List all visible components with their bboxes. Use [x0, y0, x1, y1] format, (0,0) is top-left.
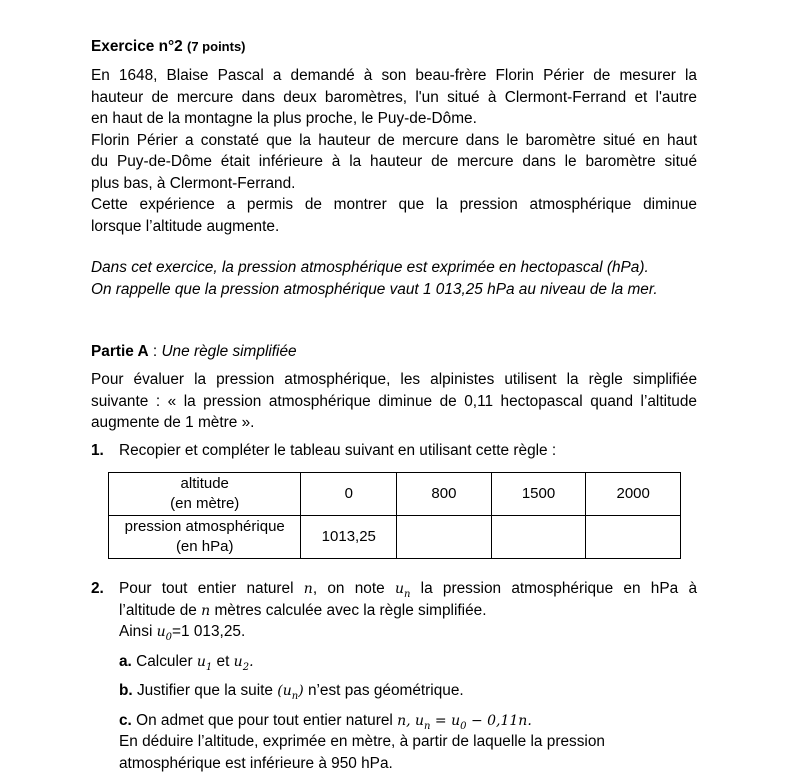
question-1-number: 1.	[91, 442, 104, 459]
math-un: $u_n$	[394, 581, 411, 600]
intro-line: Florin Périer a constaté que la hauteur de mercure dans le baromètre situé en haut	[91, 131, 697, 149]
text: Calculer	[131, 652, 197, 670]
exercise-title-text: Exercice n°2	[91, 38, 183, 55]
text: l’altitude de	[119, 601, 202, 619]
math-u0: $u_0$	[156, 624, 173, 643]
part-a-separator: :	[148, 343, 162, 360]
note-line: Dans cet exercice, la pression atmosphérique est exprimée en hectopascal (hPa).	[91, 259, 649, 276]
question-2c	[119, 710, 697, 732]
question-2c-line: En déduire l’altitude, exprimée en mètre, à partir de laquelle la pression	[119, 733, 605, 750]
intro-line: du Puy-de-Dôme était inférieure à la hauteur de mercure dans le baromètre situé	[91, 153, 697, 170]
part-a-line: augmente de 1 mètre ».	[91, 414, 255, 431]
question-1-text: Recopier et compléter le tableau suivant en utilisant cette règle :	[119, 442, 557, 459]
text: On admet que pour tout entier naturel	[131, 711, 398, 729]
table-header-pressure	[109, 516, 301, 559]
exercise-points: (7 points)	[187, 39, 246, 54]
table-row	[109, 473, 681, 516]
math-sequence: $(u_n)$	[277, 683, 304, 702]
part-a-line: suivante : « la pression atmosphérique diminue de 0,11 hectopascal quand l’altitude	[91, 392, 697, 410]
table-cell	[397, 516, 492, 559]
question-2c-line: atmosphérique est inférieure à 950 hPa.	[119, 754, 393, 772]
intro-line: En 1648, Blaise Pascal a demandé à son beau-frère Florin Périer de mesurer la	[91, 67, 697, 84]
part-a-subtitle: Une règle simplifiée	[161, 343, 297, 360]
question-2a	[119, 651, 697, 673]
altitude-pressure-table	[108, 472, 681, 559]
question-2-body	[119, 578, 697, 774]
header-text: (en mètre)	[170, 495, 240, 512]
question-2-line	[119, 600, 697, 622]
text: la pression atmosphérique en hPa à	[410, 580, 697, 597]
part-a-line: Pour évaluer la pression atmosphérique, les alpinistes utilisent la règle simplifiée	[91, 371, 697, 388]
math-u2: $u_2$.	[233, 653, 254, 673]
intro-paragraph	[91, 65, 697, 237]
text: mètres calculée avec la règle simplifiée.	[210, 601, 487, 619]
question-2-line	[119, 621, 697, 643]
sub-question-label: c.	[119, 711, 132, 729]
table-cell: 2000	[586, 473, 681, 516]
math-u: u	[394, 581, 404, 597]
table-cell	[586, 516, 681, 559]
question-2-line	[119, 578, 697, 600]
table-cell: 1500	[491, 473, 586, 516]
table-row	[109, 516, 681, 559]
math-u1: $u_1$	[196, 653, 213, 673]
part-a-heading	[91, 341, 697, 363]
intro-line: lorsque l’altitude augmente.	[91, 217, 280, 235]
sub-question-label: b.	[119, 682, 133, 699]
math-n: n	[303, 581, 313, 597]
question-2-number: 2.	[91, 580, 104, 597]
intro-line: hauteur de mercure dans deux baromètres, l'un situé à Clermont-Ferrand et l'autre	[91, 88, 697, 106]
table-header-altitude	[109, 473, 301, 516]
text: n’est pas géométrique.	[303, 682, 464, 699]
table-cell: 1013,25	[301, 516, 397, 559]
note-paragraph	[91, 257, 697, 300]
math-n: n	[201, 602, 211, 619]
header-text: (en hPa)	[175, 538, 234, 555]
text: , on note	[312, 580, 395, 597]
intro-line: en haut de la montagne la plus proche, le Puy-de-Dôme.	[91, 110, 477, 127]
intro-line: Cette expérience a permis de montrer que la pression atmosphérique diminue	[91, 196, 697, 213]
table-cell: 800	[397, 473, 492, 516]
text: =1 013,25.	[172, 623, 246, 640]
table-cell	[491, 516, 586, 559]
math-formula: n, $u_n = u_0 - 0,11n$.	[397, 712, 532, 732]
sub-question-label: a.	[119, 652, 132, 670]
text: Justifier que la suite	[132, 682, 278, 699]
text: Pour tout entier naturel	[119, 580, 304, 597]
table-cell: 0	[301, 473, 397, 516]
text: Ainsi	[119, 623, 157, 640]
part-a-paragraph	[91, 369, 697, 434]
exercise-title	[91, 38, 246, 56]
note-line: On rappelle que la pression atmosphérique vaut 1 013,25 hPa au niveau de la mer.	[91, 280, 658, 298]
part-a-label: Partie A	[91, 343, 149, 360]
text: et	[212, 652, 234, 670]
question-2b	[119, 680, 697, 702]
header-text: pression atmosphérique	[124, 518, 285, 535]
header-text: altitude	[180, 475, 229, 492]
intro-line: plus bas, à Clermont-Ferrand.	[91, 174, 296, 192]
